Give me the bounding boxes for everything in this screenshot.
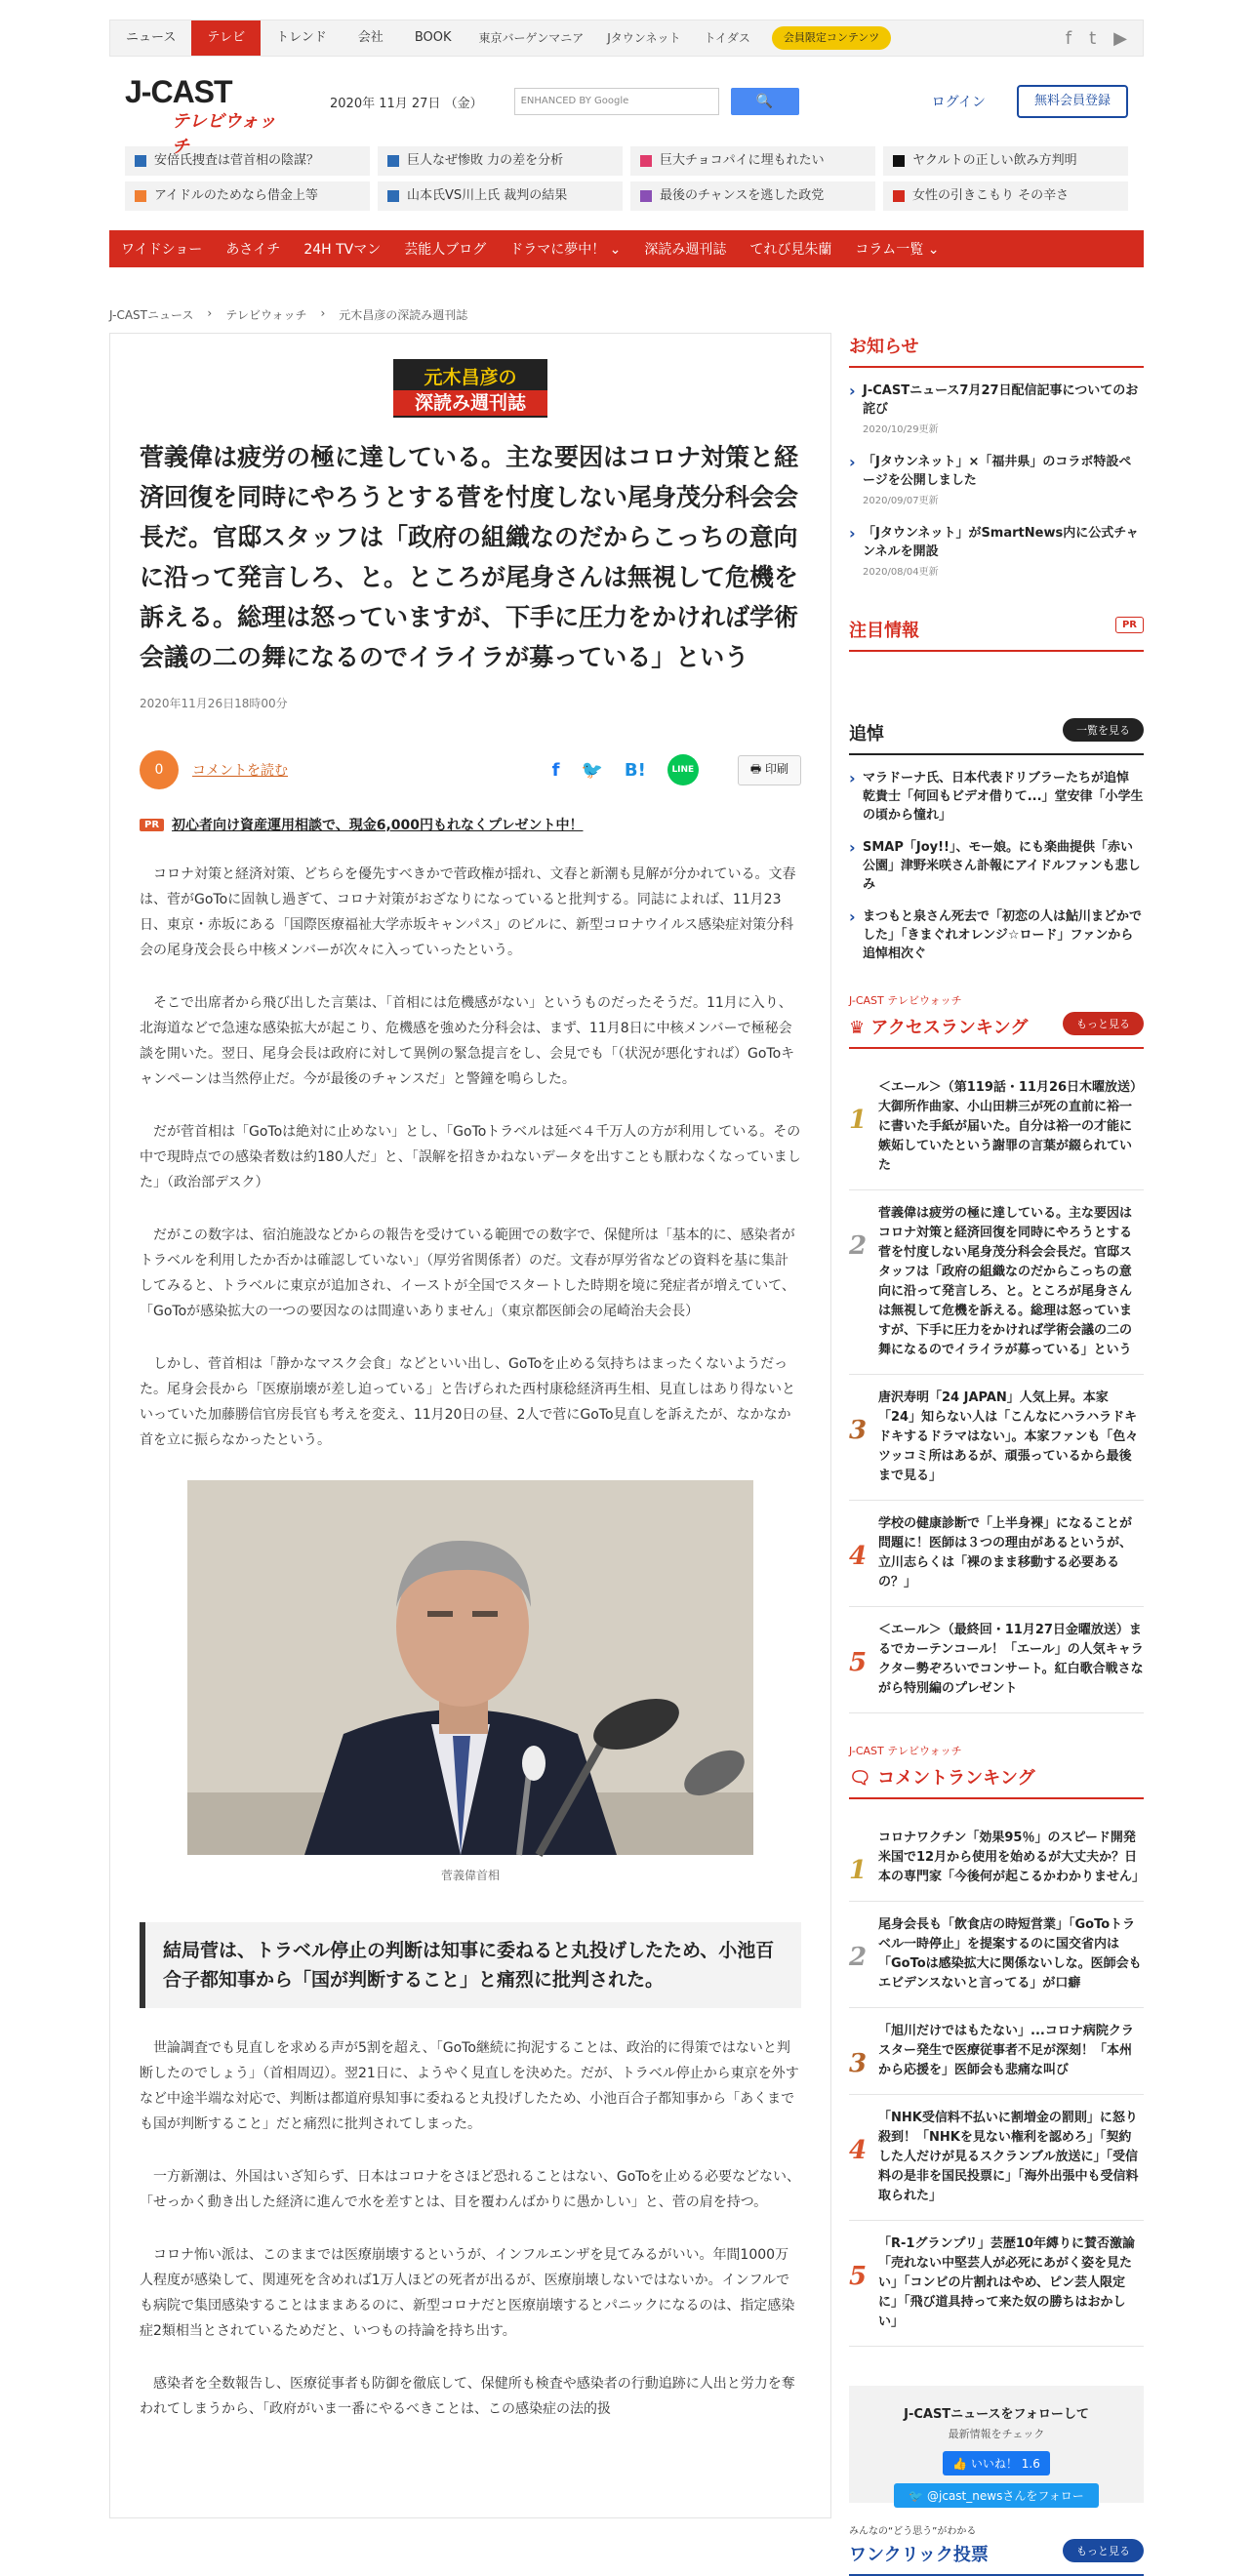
share-bar — [140, 750, 801, 789]
breadcrumb — [109, 306, 1144, 323]
hatena-share-icon[interactable]: B! — [624, 759, 646, 781]
ranking-item[interactable] — [849, 1607, 1144, 1713]
topic-link[interactable] — [883, 181, 1128, 211]
rank-number: 5 — [849, 1648, 868, 1677]
topnav-tv[interactable]: テレビ — [191, 20, 261, 56]
logo-main: J-CAST — [125, 74, 232, 109]
category-nav-item[interactable]: 24H TVマン — [303, 242, 382, 258]
topic-color-marker — [640, 190, 652, 202]
rank-number: 3 — [849, 1416, 868, 1445]
article-paragraph: コロナ怖い派は、このままでは医療崩壊するというが、インフルエンザを見てみるがいい。年間1000万人程度が感染して、関連死を含めれば1万人ほどの死者が出るが、医療崩壊しないではないか。インフルでも病院で集団感染することはままあるのに、新型コロナだと医療崩壊するとパニックになるのは、指定感染症2類相当とされているためだと、いつもの持論を持ち出す。 — [140, 2247, 795, 2339]
print-button[interactable] — [738, 755, 801, 785]
rank-number: 5 — [849, 2262, 868, 2291]
speech-bubble-icon: 🗨 — [849, 1768, 878, 1789]
notice-date: 2020/08/04更新 — [863, 567, 939, 578]
column-banner[interactable] — [393, 359, 547, 418]
search-button[interactable] — [731, 88, 799, 115]
topnav-company[interactable]: 会社 — [357, 30, 384, 45]
article-photo — [187, 1480, 753, 1855]
vote-more-button[interactable]: もっと見る — [1063, 2539, 1144, 2562]
notice-text: 「Jタウンネット」がSmartNews内に公式チャンネルを開設 — [863, 526, 1139, 559]
share-buttons — [552, 754, 699, 785]
category-nav — [109, 230, 1144, 267]
login-link[interactable]: ログイン — [931, 95, 986, 110]
topic-link[interactable] — [883, 146, 1128, 176]
rank-text: 「NHK受信料不払いに割増金の罰則」に怒り殺到！「NHKを見ない権利を認めろ」「契約した人だけが見るスクランブル放送に」「受信料の是非を国民投票に」「海外出張中も受信料取られた」 — [878, 2111, 1139, 2203]
category-nav-item[interactable]: ドラマに夢中！ ⌄ — [509, 242, 622, 258]
access-more-button[interactable]: もっと見る — [1063, 1012, 1144, 1035]
featured-heading — [849, 617, 1144, 652]
memorial-title: 追悼 — [849, 724, 884, 745]
register-button[interactable]: 無料会員登録 — [1017, 85, 1128, 118]
rank-text: 「R-1グランプリ」芸歴10年縛りに賛否激論「売れない中堅芸人が必死にあがく姿を見たい」「コンビの片割れはやめ、ピン芸人限定に」「飛び道具持って来た奴の勝ちはおかしい」 — [878, 2236, 1136, 2329]
search-input[interactable]: ENHANCED BY Google — [514, 88, 719, 115]
vote-title: ワンクリック投票 — [849, 2545, 989, 2565]
ranking-item[interactable] — [849, 1375, 1144, 1501]
article-paragraph: しかし、菅首相は「静かなマスク会食」などといい出し、GoToを止める気持ちはまったくないようだった。尾身会長から「医療崩壊が差し迫っている」と告げられた西村康稔経済再生相、見直しはあり得ないといっていた加藤勝信官房長官も考えを変え、11月20日の昼、2人で菅にGoTo見直しを訴えたが、なかなか首を立に振らなかったという。 — [140, 1356, 795, 1448]
rank-text: ＜エール＞（第119話・11月26日木曜放送）大御所作曲家、小山田耕三が死の直前に裕一に書いた手紙が届いた。自分は裕一の才能に嫉妬していたという謝罪の言葉が綴られていた — [878, 1080, 1144, 1173]
top-nav — [109, 20, 1144, 57]
topnav-trend[interactable]: トレンド — [276, 30, 327, 45]
ranking-item[interactable] — [849, 2095, 1144, 2221]
current-date: 2020年 11月 27日 （金） — [330, 96, 483, 111]
article — [109, 333, 831, 2518]
topnav-toidas[interactable]: トイダス — [704, 31, 750, 45]
topic-color-marker — [893, 190, 905, 202]
rank-text: 菅義偉は疲労の極に達している。主な要因はコロナ対策と経済回復を同時にやろうとする菅を忖度しない尾身茂分科会会長だ。官邸スタッフは「政府の組織なのだからこっちの意向に沿って発言しろ、と。ところが尾身さんは無視して危機を訴える。総理は怒っていますが、下手に圧力をかければ学術会議の二の舞になるのでイライラが募っている」という — [878, 1206, 1133, 1357]
ranking-item[interactable] — [849, 1501, 1144, 1607]
category-nav-item[interactable]: コラム一覧 ⌄ — [855, 242, 940, 258]
crown-icon: ♛ — [849, 1018, 871, 1038]
follow-box — [849, 2386, 1144, 2503]
follow-subtitle: 最新情報をチェック — [948, 2428, 1045, 2440]
comment-title: コメントランキング — [877, 1768, 1035, 1789]
topic-text: 女性の引きこもり その辛さ — [912, 188, 1070, 203]
topic-text: 山本氏VS川上氏 裁判の結果 — [407, 188, 568, 203]
facebook-icon[interactable]: f — [1065, 27, 1072, 49]
memorial-item[interactable]: › まつもと泉さん死去で「初恋の人は鮎川まどかでした」「きまぐれオレンジ☆ロード」ファンから追悼相次ぐ — [849, 907, 1144, 963]
site-header — [109, 57, 1144, 156]
topic-color-marker — [640, 155, 652, 167]
banner-bottom: 深読み週刊誌 — [393, 390, 547, 416]
topic-text: 巨人なぜ惨敗 力の差を分析 — [407, 153, 564, 168]
topic-link[interactable] — [378, 181, 623, 211]
article-paragraph: 感染者を全数報告し、医療従事者も防御を徹底して、保健所も検査や感染者の行動追跡に人出と労力を奪われてしまうから、「政府がいま一番にやるべきことは、この感染症の法的扱 — [140, 2376, 795, 2417]
vote-section — [849, 2522, 1144, 2576]
notice-date: 2020/09/07更新 — [863, 496, 939, 506]
members-only-button[interactable]: 会員限定コンテンツ — [772, 26, 891, 50]
memorial-more-button[interactable]: 一覧を見る — [1063, 718, 1144, 742]
featured-title: 注目情報 — [849, 621, 919, 641]
rank-text: 「旭川だけではもたない」...コロナ病院クラスター発生で医療従事者不足が深刻！「本州から応援を」医師会も悲痛な叫び — [878, 2024, 1134, 2077]
ranking-item[interactable] — [849, 1065, 1144, 1190]
topic-color-marker — [387, 190, 399, 202]
category-nav-item[interactable]: あさイチ — [225, 242, 281, 258]
article-paragraph: だがこの数字は、宿泊施設などからの報告を受けている範囲での数字で、保健所は「基本的に、感染者がトラベルを利用したか否かは確認していない」（厚労省関係者）のだ。文春が厚労省などの資料を基に集計してみると、トラベルに東京が追加され、イーストが全国でスタートした時期を境に発症者が増えていて、「GoToが感染拡大の一つの要因なのは間違いありません」（東京都医師会の尾崎治夫会長） — [140, 1228, 795, 1319]
article-paragraph: コロナ対策と経済対策、どちらを優先すべきかで菅政権が揺れ、文春と新潮も見解が分かれている。文春は、菅がGoToに固執し過ぎて、コロナ対策がおざなりになっていると批判する。同誌によれば、11月23日、東京・赤坂にある「国際医療福祉大学赤坂キャンパス」のビルに、新型コロナウイルス感染症対策分科会の尾身茂会長ら中核メンバーが次々に入っていったという。 — [140, 866, 796, 958]
topic-link[interactable] — [378, 146, 623, 176]
topic-color-marker — [893, 155, 905, 167]
memorial-item[interactable]: › マラドーナ氏、日本代表ドリブラーたちが追悼 乾貴士「何回もビデオ借りて...」堂安律「小学生の頃から憧れ」 — [849, 769, 1144, 825]
category-nav-item[interactable]: 芸能人ブログ — [404, 242, 487, 258]
read-comments-link[interactable]: コメントを読む — [192, 763, 288, 779]
notice-heading: お知らせ — [849, 333, 1144, 368]
rank-number: 2 — [849, 1943, 868, 1972]
comment-ranking — [849, 1815, 1149, 2347]
article-paragraph: だが菅首相は「GoToは絶対に止めない」とし、「GoToトラベルは延べ４千万人の方が利用している。その中で現時点での感染者数は約180人だ」と、「誤解を招きかねないデータを出すことも厭わなくなっていました」（政治部デスク） — [140, 1124, 801, 1190]
topic-color-marker — [135, 190, 146, 202]
article-paragraph: そこで出席者から飛び出した言葉は、「首相には危機感がない」というものだったそうだ。11月に入り、北海道などで急速な感染拡大が起こり、危機感を強めた分科会は、まず、11月8日に中核メンバーで極秘会談を開いた。翌日、尾身会長は政府に対して異例の緊急提言をし、会見でも「（状況が悪化すれば）GoToキャンペーンは当然停止だ。今が最後のチャンスだ」と警鐘を鳴らした。 — [140, 995, 795, 1087]
memorial-list — [849, 769, 1144, 963]
article-paragraph: 一方新潮は、外国はいざ知らず、日本はコロナをさほど恐れることはない、GoToを止める必要などない、「せっかく動き出した経済に進んで水を差すとは、目を覆わんばかりに愚かしい」と、菅の肩を持つ。 — [140, 2169, 801, 2210]
featured-pr-badge: PR — [1115, 617, 1144, 633]
rank-number: 1 — [849, 1106, 868, 1135]
topnav-book[interactable]: BOOK — [414, 30, 452, 45]
breadcrumb-sep: › — [320, 306, 326, 320]
access-label: J-CAST テレビウォッチ — [849, 994, 962, 1007]
access-heading — [849, 1014, 1144, 1049]
topic-text: アイドルのためなら借金上等 — [154, 188, 318, 203]
comment-count[interactable]: 0 — [140, 750, 179, 789]
comment-heading — [849, 1764, 1144, 1799]
topic-link[interactable] — [125, 181, 370, 211]
search-icon: 🔍 — [755, 94, 774, 109]
topnav-jtown[interactable]: Jタウンネット — [607, 31, 681, 45]
category-nav-item[interactable]: ワイドショー — [121, 242, 203, 258]
rank-number: 4 — [849, 2136, 868, 2165]
ranking-item[interactable] — [849, 2221, 1144, 2347]
comment-label: J-CAST テレビウォッチ — [849, 1745, 962, 1757]
pull-quote: 結局菅は、トラベル停止の判断は知事に委ねると丸投げしたため、小池百合子都知事から「国が判断すること」と痛烈に批判された。 — [140, 1922, 801, 2008]
notice-text: 「Jタウンネット」×「福井県」のコラボ特設ページを公開しました — [863, 455, 1132, 488]
topic-color-marker — [387, 155, 399, 167]
rank-number: 4 — [849, 1542, 868, 1571]
pr-tag: PR — [140, 819, 164, 831]
topic-color-marker — [135, 155, 146, 167]
topic-link[interactable] — [630, 181, 875, 211]
facebook-like-button[interactable]: 👍 いいね！ 1.6 — [943, 2451, 1050, 2475]
youtube-icon[interactable]: ▶ — [1113, 27, 1127, 49]
pr-link[interactable] — [140, 815, 801, 834]
twitter-share-icon[interactable]: 🐦 — [581, 759, 603, 781]
social-links — [1066, 28, 1143, 49]
notice-item[interactable] — [849, 524, 1144, 582]
pr-text: 初心者向け資産運用相談で、現金6,000円もれなくプレゼント中！ — [172, 818, 584, 833]
line-share-icon[interactable]: LINE — [667, 754, 699, 785]
photo-illustration — [187, 1480, 753, 1855]
topnav-bargain[interactable]: 東京バーゲンマニア — [478, 31, 585, 45]
rank-text: 学校の健康診断で「上半身裸」になることが問題に！医師は３つの理由があるというが、立川志らくは「裸のまま移動する必要あるの？」 — [878, 1516, 1133, 1590]
notice-text: J-CASTニュース7月27日配信記事についてのお詫び — [863, 383, 1139, 417]
twitter-follow-button[interactable]: 🐦 @jcast_newsさんをフォロー — [894, 2483, 1099, 2508]
topic-text: ヤクルトの正しい飲み方判明 — [912, 153, 1077, 168]
ranking-item[interactable] — [849, 1902, 1144, 2008]
ranking-item[interactable] — [849, 1190, 1144, 1375]
print-label: 印刷 — [764, 761, 788, 776]
category-nav-item[interactable]: 深読み週刊誌 — [644, 242, 727, 258]
vote-heading — [849, 2541, 1144, 2576]
access-title: アクセスランキング — [870, 1018, 1029, 1038]
topic-text: 最後のチャンスを逃した政党 — [660, 188, 825, 203]
rank-text: 尾身会長も「飲食店の時短営業」「GoToトラベル一時停止」を提案するのに国交省内は「GoToは感染拡大に関係ないしな。医師会もエビデンスないと言ってる」が口癖 — [878, 1917, 1142, 1991]
breadcrumb-jcast[interactable]: J-CASTニュース — [109, 308, 194, 322]
topic-link[interactable] — [630, 146, 875, 176]
photo-caption: 菅義偉首相 — [440, 1869, 500, 1882]
topic-text: 安倍氏捜査は菅首相の陰謀？ — [154, 153, 320, 168]
rank-text: ＜エール＞（最終回・11月27日金曜放送）まるでカーテンコール！「エール」の人気キャラクター勢ぞろいでコンサート。紅白歌合戦さながら特別編のプレゼント — [878, 1623, 1144, 1696]
rank-number: 1 — [849, 1856, 868, 1885]
breadcrumb-sep: › — [207, 306, 213, 320]
article-paragraph: 世論調査でも見直しを求める声が5割を超え、「GoTo継続に拘泥することは、政治的に得策ではないと判断したのでしょう」（首相周辺）。翌21日に、ようやく見直しを決めた。だが、トラベル停止から東京を外すなど中途半端な対応で、判断は都道府県知事に委ねると丸投げしたため、小池百合子都知事から「あくまでも国が判断すること」だと痛烈に批判されてしまった。 — [140, 2040, 799, 2132]
sidebar — [849, 333, 1149, 2576]
notice-item[interactable] — [849, 453, 1144, 510]
category-nav-item[interactable]: てれび見朱蘭 — [749, 242, 832, 258]
follow-title: J-CASTニュースをフォローして — [904, 2407, 1089, 2422]
print-icon: 🖶 — [749, 761, 765, 776]
article-date: 2020年11月26日18時00分 — [140, 697, 288, 710]
breadcrumb-tvwatch[interactable]: テレビウォッチ — [225, 308, 307, 322]
twitter-icon[interactable]: t — [1089, 27, 1097, 49]
article-title: 菅義偉は疲労の極に達している。主な要因はコロナ対策と経済回復を同時にやろうとする菅を忖度しない尾身茂分科会会長だ。官邸スタッフは「政府の組織なのだからこっちの意向に沿って発言しろ、と。ところが尾身さんは無視して危機を訴える。総理は怒っていますが、下手に圧力をかければ学術会議の二の舞になるのでイライラが募っている」という — [140, 443, 799, 671]
topic-text: 巨大チョコパイに埋もれたい — [660, 153, 825, 168]
facebook-share-icon[interactable]: f — [551, 759, 560, 781]
page-wrapper — [109, 20, 1149, 2576]
site-logo[interactable] — [125, 72, 291, 156]
notice-list — [849, 382, 1144, 582]
notice-date: 2020/10/29更新 — [863, 424, 939, 435]
breadcrumb-current: 元木昌彦の深読み週刊誌 — [339, 308, 468, 322]
notice-item[interactable] — [849, 382, 1144, 439]
rank-number: 3 — [849, 2049, 868, 2078]
vote-tagline: みんなの“どう思う”がわかる — [849, 2526, 977, 2537]
banner-top: 元木昌彦の — [424, 367, 517, 388]
memorial-item[interactable]: › SMAP「Joy!!」、モー娘。にも楽曲提供「赤い公園」津野米咲さん訃報にアイドルファンも悲しみ — [849, 838, 1144, 894]
ranking-item[interactable] — [849, 2008, 1144, 2095]
rank-text: コロナワクチン「効果95％」のスピード開発 米国で12月から使用を始めるが大丈夫か？日本の専門家「今後何が起こるかわかりません」 — [878, 1831, 1149, 1884]
access-ranking — [849, 1065, 1144, 1713]
memorial-heading — [849, 720, 1144, 755]
rank-number: 2 — [849, 1231, 868, 1261]
logo-sub: テレビウォッチ — [172, 111, 276, 156]
topnav-news[interactable]: ニュース — [126, 30, 177, 45]
rank-text: 唐沢寿明「24 JAPAN」人気上昇。本家「24」知らない人は「こんなにハラハラドキドキするドラマはない」。本家ファンも「色々ツッコミ所はあるが、頑張っているから最後まで見る」 — [878, 1390, 1139, 1483]
ranking-item[interactable] — [849, 1815, 1149, 1902]
